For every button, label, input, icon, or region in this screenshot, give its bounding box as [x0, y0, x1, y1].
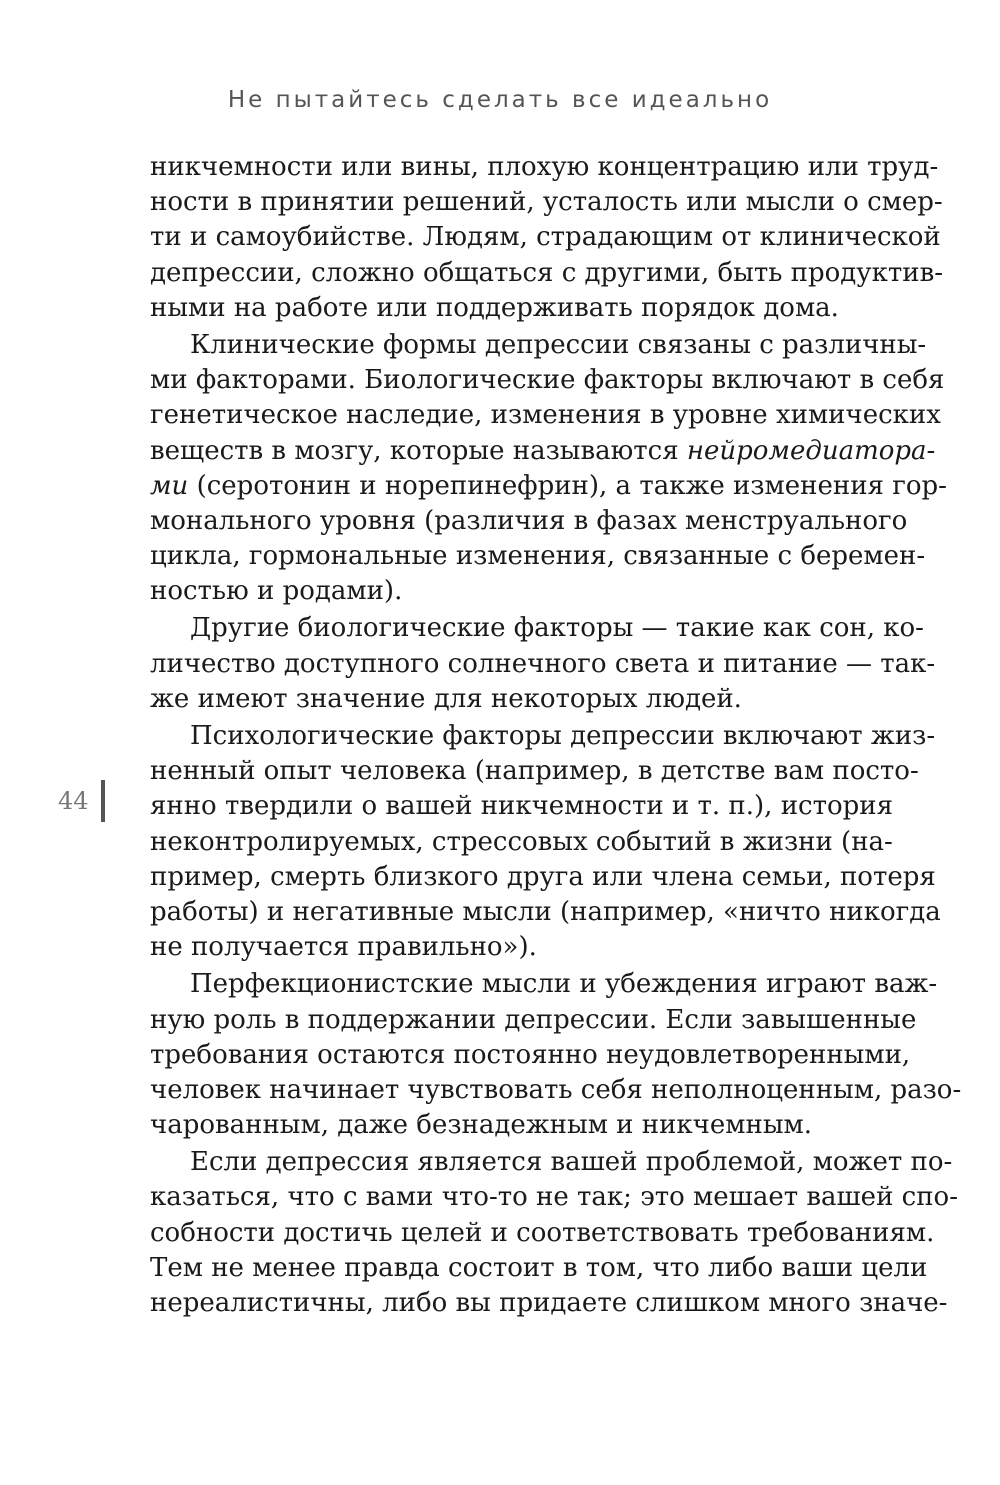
paragraph [150, 611, 936, 717]
text-line: работы) и негативные мысли (например, «ничто никогда [150, 896, 941, 927]
text-line: Тем не менее правда состоит в том, что либо ваши цели [150, 1252, 928, 1283]
text-line: неконтролируемых, стрессовых событий в жизни (на- [150, 826, 893, 857]
text-line: человек начинает чувствовать себя неполноценным, разо- [150, 1074, 962, 1105]
text-line: ностью и родами). [150, 576, 403, 607]
paragraph [150, 967, 962, 1143]
text-line: монального уровня (различия в фазах менструального [150, 505, 908, 536]
text-line: не получается правильно»). [150, 932, 537, 963]
text-line: ности в принятии решений, усталость или мысли о смер- [150, 187, 943, 218]
text-line: личество доступного солнечного света и питание — так- [150, 648, 936, 679]
text-line-with-term [150, 469, 947, 504]
text-line: Психологические факторы депрессии включают жиз- [190, 721, 936, 751]
text-line: Если депрессия является вашей проблемой, может по- [190, 1147, 953, 1178]
text-line-with-term [150, 434, 936, 469]
text-line: депрессии, сложно общаться с другими, быть продуктив- [150, 257, 943, 288]
text-line: чарованным, даже безнадежным и никчемным. [150, 1110, 812, 1141]
text-line: Перфекционистские мысли и убеждения играют важ- [190, 969, 938, 1000]
text-line: ти и самоубийстве. Людям, страдающим от клинической [150, 222, 941, 253]
page-number-rule [101, 780, 105, 822]
text-line: пример, смерть близкого друга или члена семьи, потеря [150, 861, 936, 892]
text-line: ненный опыт человека (например, в детстве вам посто- [150, 756, 919, 787]
text-line: Другие биологические факторы — такие как сон, ко- [190, 613, 924, 644]
text-segment: веществ в мозгу, которые называются [150, 435, 687, 466]
page-number-block [58, 779, 105, 823]
paragraph [150, 719, 941, 965]
paragraph [150, 150, 943, 326]
text-line: Клинические формы депрессии связаны с различны- [190, 329, 927, 360]
text-line: цикла, гормональные изменения, связанные с беремен- [150, 541, 926, 572]
text-line: требования остаются постоянно неудовлетворенными, [150, 1039, 911, 1070]
paragraph [150, 1145, 958, 1321]
text-line: собности достичь целей и соответствовать требованиям. [150, 1217, 935, 1248]
text-line: ную роль в поддержании депрессии. Если завышенные [150, 1004, 917, 1035]
italic-term: нейромедиатора- [686, 435, 936, 466]
text-line: ми факторами. Биологические факторы включают в себя [150, 365, 945, 396]
text-line: никчемности или вины, плохую концентрацию или труд- [150, 152, 939, 182]
text-line: ными на работе или поддерживать порядок дома. [150, 292, 839, 323]
text-line: янно твердили о вашей никчемности и т. п.), история [150, 791, 893, 822]
text-line: же имеют значение для некоторых людей. [150, 683, 742, 714]
body-text [150, 150, 962, 1321]
text-segment: (серотонин и норепинефрин), а также изменения гор- [196, 470, 947, 501]
paragraph [150, 328, 947, 610]
italic-term: ми [150, 470, 189, 501]
page-number: 44 [58, 787, 89, 815]
text-line: нереалистичны, либо вы придаете слишком много значе- [150, 1288, 948, 1318]
text-line: казаться, что с вами что-то не так; это мешает вашей спо- [150, 1182, 958, 1213]
running-head-title: Не пытайтесь сделать все идеально [227, 87, 773, 113]
text-line: генетическое наследие, изменения в уровне химических [150, 400, 941, 431]
